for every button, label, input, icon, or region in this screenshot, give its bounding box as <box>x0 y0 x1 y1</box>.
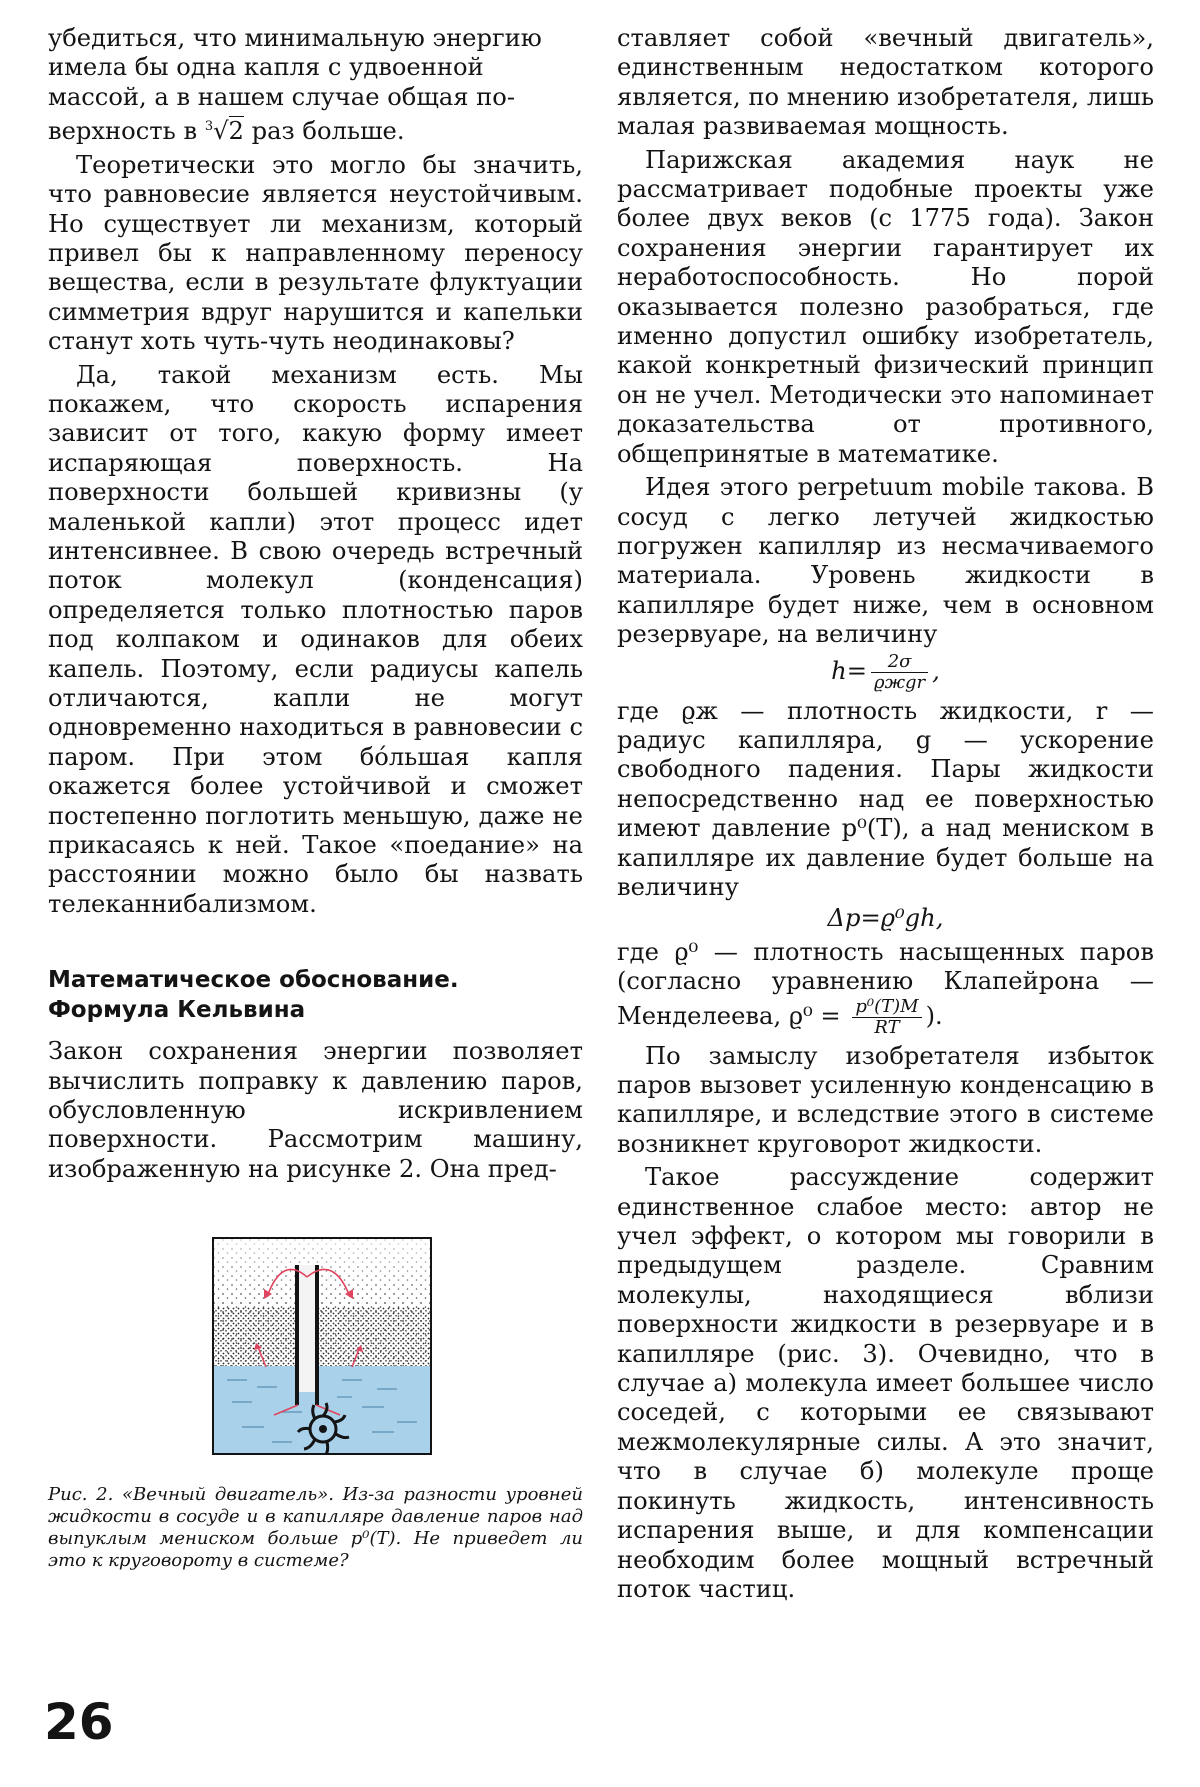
right-para-6: По замыслу изобретателя избыток паров вызовет усиленную конденсацию в капилляре, и вследствие этого в системе возникнет круговорот жидкости. <box>617 1041 1154 1158</box>
left-para-2: Теоретически это могло бы значить, что равновесие является неустойчивым. Но существует ли механизм, который привел бы к направленному переносу вещества, если в результате флуктуации симметрия вдруг нарушится и капельки станут хоть чуть-чуть неодинаковы? <box>48 150 583 356</box>
right-para-7: Такое рассуждение содержит единственное слабое место: автор не учел эффект, о котором мы говорили в предыдущем разделе. Сравним молекулы, находящиеся вблизи поверхности жидкости в резервуаре и в капилляре (рис. 3). Очевидно, что в случае а) молекула имеет большее число соседей, с которыми ее связывают межмолекулярные силы. А это значит, что в случае б) молекуле проще покинуть жидкость, интенсивность испарения выше, и для компенсации необходим более мощный встречный поток частиц. <box>617 1163 1154 1603</box>
left-para-4: Закон сохранения энергии позволяет вычислить поправку к давлению паров, обусловленную искривлением поверхности. Рассмотрим машину, изображенную на рисунке 2. Она пред- <box>48 1037 583 1183</box>
cube-root: $^3$√2 <box>204 117 244 146</box>
formula-height: h= $\frac{2\sigma}{\text{ϱжgr}}$ , <box>831 650 940 693</box>
left-column <box>48 24 583 1184</box>
figure-caption: Рис. 2. «Вечный двигатель». Из-за разности уровней жидкости в сосуде и в капилляре давление паров над выпуклым мениском больше p⁰(T). Не приведет ли это к круговороту в системе? <box>48 1484 583 1571</box>
left-para-1: убедиться, что минимальную энергию имела бы одна капля с удвоенной массой, а в нашем случае общая по- верхность в $^3$√2 раз больше. <box>48 24 542 146</box>
right-para-5: где ϱ⁰ — плотность насыщенных паров (согласно уравнению Клапейрона — Менделеева, ϱ⁰ = $\frac{\text{p⁰(T)M}}{RT}$ ). <box>617 937 1154 1038</box>
right-para-1: ставляет собой «вечный двигатель», единственным недостатком которого является, по мнению изобретателя, лишь малая развиваемая мощность. <box>617 24 1154 141</box>
vessel-vapor-dense <box>213 1307 431 1366</box>
page-number: 26 <box>44 1693 114 1751</box>
capillary-tube <box>295 1265 319 1405</box>
right-para-2: Парижская академия наук не рассматривает подобные проекты уже более двух веков (с 1775 года). Закон сохранения энергии гарантирует их неработоспособность. Но порой оказывается полезно разобраться, где именно допустил ошибку изобретатель, какой конкретный физический принцип он не учел. Методически это напоминает доказательства от противного, общепринятые в математике. <box>617 145 1154 468</box>
right-column <box>617 24 1154 1604</box>
right-para-3: Идея этого perpetuum mobile такова. В сосуд с легко летучей жидкостью погружен капилляр из несмачиваемого материала. Уровень жидкости в капилляре будет ниже, чем в основном резервуаре, на величину <box>617 473 1154 649</box>
formula-pressure: Δp=ϱ⁰gh, <box>827 904 944 933</box>
left-para-3: Да, такой механизм есть. Мы покажем, что скорость испарения зависит от того, какую форму имеет испаряющая поверхность. На поверхности большей кривизны (у маленькой капли) этот процесс идет интенсивнее. В свою очередь встречный поток молекул (конденсация) определяется только плотностью паров под колпаком и одинаков для обеих капель. Поэтому, если радиусы капель отличаются, капли не могут одновременно находиться в равновесии с паром. При этом бóльшая капля окажется более устойчивой и сможет постепенно поглотить меньшую, даже не прикасаясь к ней. Такое «поедание» на расстоянии можно было бы назвать телеканнибализмом. <box>48 360 583 918</box>
right-para-4: где ϱж — плотность жидкости, r — радиус капилляра, g — ускорение свободного падения. Пары жидкости непосредственно над ее поверхностью имеют давление p⁰(T), а над мениском в капилляре их давление будет больше на величину <box>617 696 1154 901</box>
section-heading: Математическое обоснование. Формула Кельвина <box>48 967 459 1024</box>
perpetual-motion-figure <box>212 1237 432 1455</box>
